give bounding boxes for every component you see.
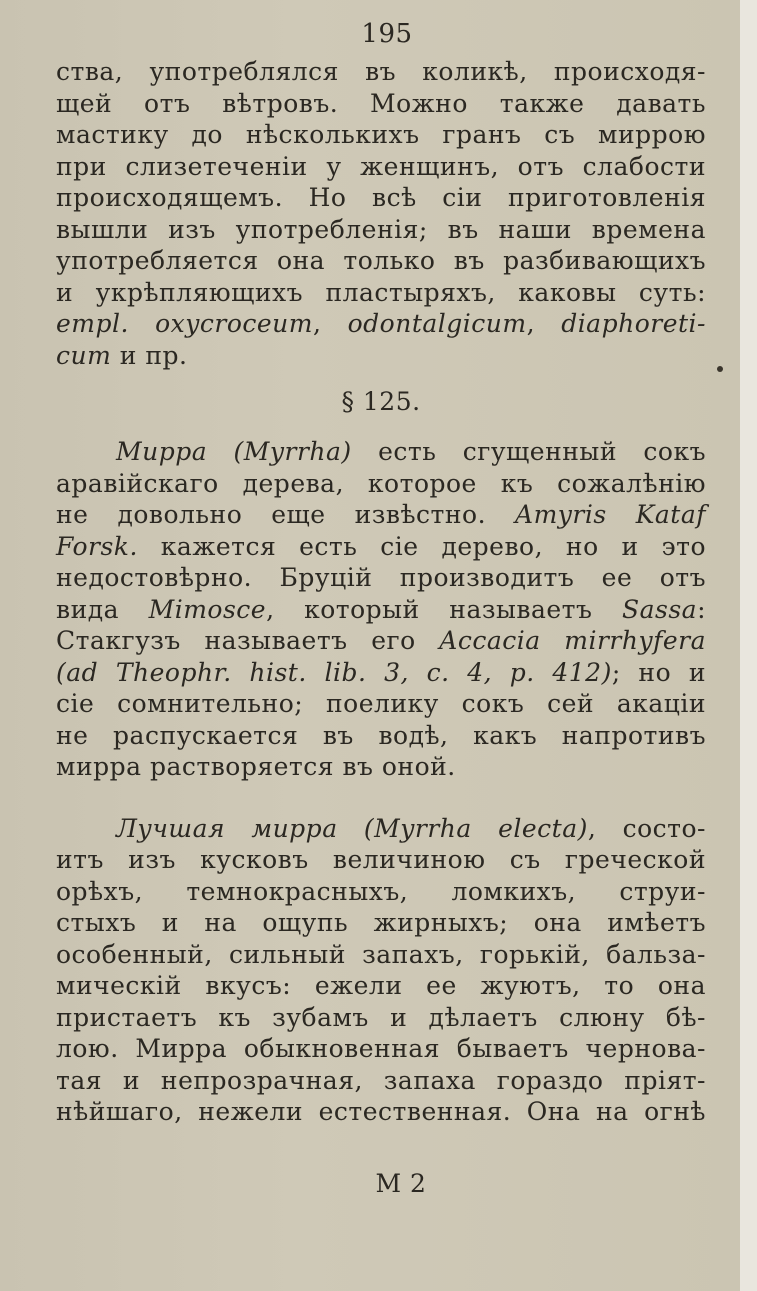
citation-italic: (ad Theophr. hist. lib. 3, c. 4, p. 412) bbox=[56, 657, 612, 687]
text-fragment: и пр. bbox=[111, 340, 188, 370]
text-line: Forsk. кажется есть сіе дерево, но и это bbox=[56, 531, 706, 561]
scan-margin bbox=[740, 0, 757, 1291]
text-line: и укрѣпляющихъ пластыряхъ, каковы суть: bbox=[56, 277, 706, 307]
text-line: мирра растворяется въ оной. bbox=[56, 752, 456, 781]
text-line: пристаетъ къ зубамъ и дѣлаетъ слюну бѣ- bbox=[56, 1002, 706, 1032]
text-line: тая и непрозрачная, запаха гораздо пріят- bbox=[56, 1065, 706, 1095]
latin-term: cum bbox=[56, 340, 112, 370]
signature-mark: M 2 bbox=[375, 1168, 427, 1198]
text-line: недостовѣрно. Бруцій производитъ ее отъ bbox=[56, 563, 706, 592]
latin-term: diaphoreti- bbox=[561, 309, 706, 338]
term-italic: Accacia mirrhyfera bbox=[439, 626, 707, 655]
term-italic: Мирра (Myrrha) bbox=[116, 437, 352, 466]
term-italic: Sassa bbox=[621, 594, 698, 624]
latin-line-end bbox=[56, 340, 706, 372]
comma: , bbox=[526, 309, 562, 338]
paragraph-best-myrrha bbox=[56, 813, 706, 1128]
text-line: аравійскаго дерева, которое къ сожалѣнію bbox=[56, 468, 706, 498]
latin-term: empl. oxycroceum bbox=[56, 309, 313, 338]
text-line: щей отъ вѣтровъ. Можно также давать bbox=[56, 88, 706, 118]
latin-term: odontalgicum bbox=[347, 309, 527, 338]
text-line: сіе сомнительно; поелику сокъ сей акаціи bbox=[56, 689, 706, 718]
text-line: особенный, сильный запахъ, горькій, бальза- bbox=[56, 939, 706, 969]
text-line: Мирра (Myrrha) есть сгущенный сокъ bbox=[116, 437, 706, 466]
text-line: орѣхъ, темнокрасныхъ, ломкихъ, струи- bbox=[56, 876, 706, 906]
text-line: ства, употреблялся въ коликѣ, происходя- bbox=[56, 57, 706, 86]
text-line: стыхъ и на ощупь жирныхъ; она имѣетъ bbox=[56, 908, 706, 937]
term-italic: Mimosce bbox=[148, 594, 267, 624]
text-line: Стакгузъ называетъ его Accacia mirrhyfera bbox=[56, 626, 707, 655]
text-line: итъ изъ кусковъ величиною съ греческой bbox=[56, 845, 706, 874]
text-line: вышли изъ употребленія; въ наши времена bbox=[56, 214, 706, 244]
paragraph-gap bbox=[56, 783, 706, 813]
text-line: лою. Мирра обыкновенная бываетъ чернова- bbox=[56, 1034, 706, 1063]
comma: , bbox=[313, 309, 348, 338]
paragraph-continued bbox=[56, 56, 706, 371]
paragraph-myrrha bbox=[56, 436, 706, 783]
page-text bbox=[56, 16, 706, 1202]
page-number: 195 bbox=[361, 19, 413, 49]
section-heading: § 125. bbox=[341, 387, 421, 416]
term-italic: Лучшая мирра (Myrrha electa) bbox=[116, 813, 588, 843]
text-line: нѣйшаго, нежели естественная. Она на огнѣ bbox=[56, 1097, 706, 1126]
text-line: (ad Theophr. hist. lib. 3, c. 4, p. 412); но и bbox=[56, 657, 706, 687]
text-line: не довольно еще извѣстно. Amyris Kataf bbox=[56, 500, 706, 529]
ink-spot bbox=[717, 366, 723, 372]
term-italic: Forsk. bbox=[56, 531, 138, 561]
term-italic: Amyris Kataf bbox=[515, 500, 706, 529]
text-line: Лучшая мирра (Myrrha electa), состо- bbox=[116, 813, 707, 843]
latin-line bbox=[56, 308, 706, 340]
text-line: мическій вкусъ: ежели ее жуютъ, то она bbox=[56, 971, 706, 1000]
text-line: вида Mimosce, который называетъ Sassa: bbox=[56, 594, 706, 624]
text-line: не распускается въ водѣ, какъ напротивъ bbox=[56, 720, 706, 750]
text-line: происходящемъ. Но всѣ сіи приготовленія bbox=[56, 183, 706, 212]
text-line: употребляется она только въ разбивающихъ bbox=[56, 246, 706, 275]
text-line: при слизетеченіи у женщинъ, отъ слабости bbox=[56, 151, 706, 181]
text-line: мастику до нѣсколькихъ гранъ съ миррою bbox=[56, 120, 706, 149]
